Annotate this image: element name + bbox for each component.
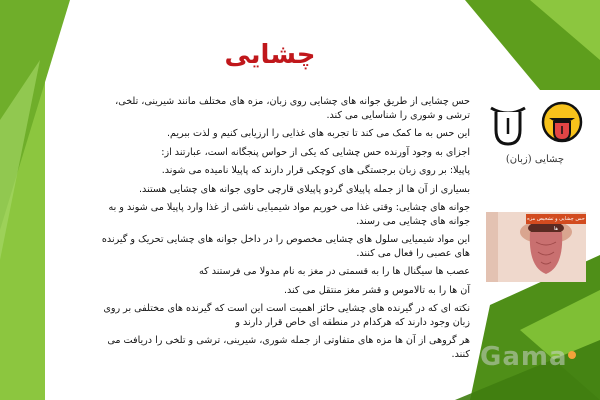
paragraph: نکته ای که در گیرنده های چشایی حائز اهمیت است این است که گیرنده های مختلفی بر روی زبان وجود دارند که هرکدام در منطقه ای خاص قرار دارند و: [103, 303, 470, 328]
paragraph: این مواد شیمیایی سلول های چشایی مخصوص را در داخل جوانه های چشایی تحریک و گیرنده های عصبی را فعال می کنند.: [101, 234, 470, 259]
paragraph: پاپیلا: بر روی زبان برجستگی های کوچکی قرار دارند که پاپیلا نامیده می شوند.: [161, 165, 470, 176]
tongue-smiley-icon: [541, 100, 583, 148]
taste-icon-panel: [485, 98, 585, 180]
tongue-photo: [486, 212, 586, 282]
paragraph: هر گروهی از آن ها مزه های متفاوتی از جمله شوری، شیرینی، ترشی و تلخی را دریافت می کنند.: [107, 335, 470, 360]
paragraph: اجزای به وجود آورنده حس چشایی که یکی از حواس پنجگانه است، عبارتند از:: [161, 146, 470, 158]
tongue-out-icon: [487, 104, 529, 152]
paragraph: جوانه های چشایی: وقتی غذا می خوریم مواد شیمیایی ناشی از غذا وارد پاپیلا می شوند و به جوانه های چشایی می رسند.: [108, 202, 470, 227]
paragraph: این حس به ما کمک می کند تا تجربه های غذایی را ارزیابی کنیم و لذت ببریم.: [166, 128, 470, 139]
paragraph: بسیاری از آن ها از جمله پاپیلای گردو پاپیلای قارچی حاوی جوانه های چشایی هستند.: [138, 183, 470, 195]
watermark-dot-icon: [567, 345, 577, 355]
paragraph: حس چشایی از طریق جوانه های چشایی روی زبان، مزه های مختلف مانند شیرینی، تلخی، ترشی و شوری را شناسایی می کند.: [115, 96, 470, 121]
photo-banner: حس چشایی و تشخیص مزه ها: [527, 216, 585, 232]
slide-title: چشایی: [224, 40, 316, 70]
watermark-logo: Gama: [480, 342, 568, 372]
slide-body: [90, 95, 470, 366]
icon-caption: چشایی (زبان): [505, 154, 565, 165]
paragraph: آن ها را به تالاموس و قشر مغز منتقل می کند.: [283, 284, 470, 296]
paragraph: عصب ها سیگنال ها را به قسمتی در مغز به نام مدولا می فرستند که: [198, 266, 470, 277]
